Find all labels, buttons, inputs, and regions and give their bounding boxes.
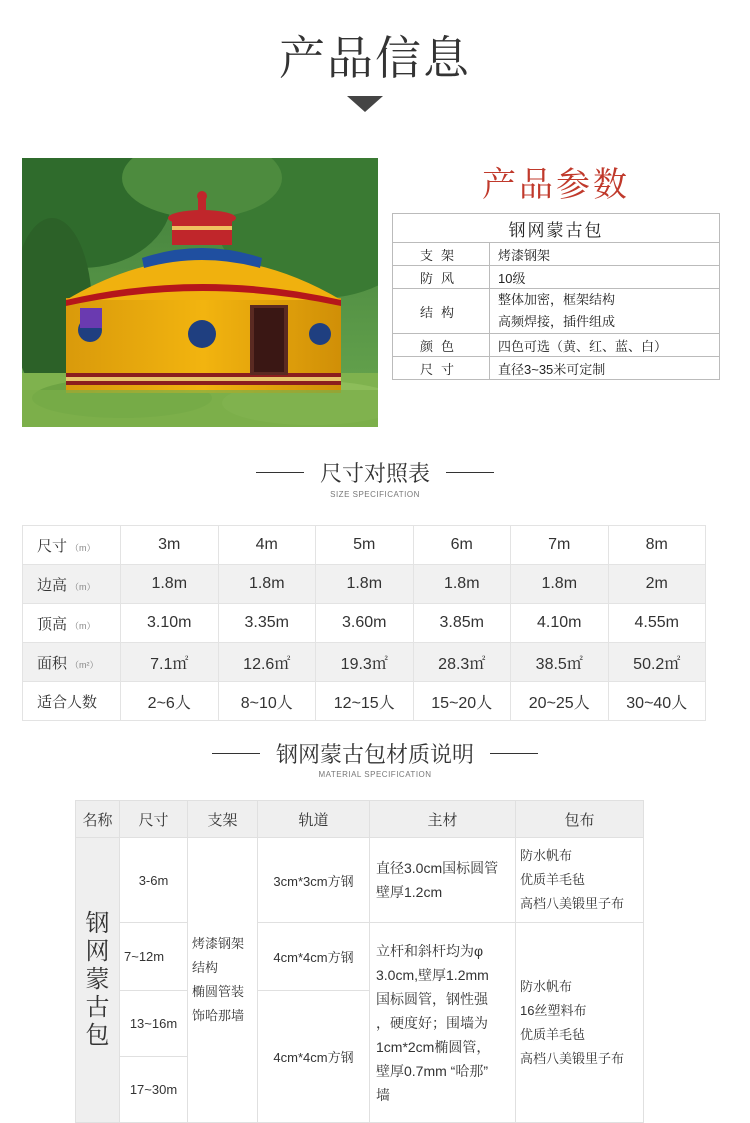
param-label-size: 尺寸	[393, 357, 490, 380]
header-cell: 包布	[516, 801, 644, 838]
size-row-label: 尺寸 （m）	[23, 526, 121, 565]
param-value-wind: 10级	[490, 266, 720, 289]
header-cell: 轨道	[258, 801, 370, 838]
param-label-structure: 结构	[393, 289, 490, 334]
divider	[490, 753, 538, 754]
table-cell: 28.3㎡	[413, 643, 511, 682]
param-value-size: 直径3~35米可定制	[490, 357, 720, 380]
track-cell: 3cm*3cm方钢	[258, 838, 370, 923]
table-cell: 3.10m	[121, 604, 219, 643]
yurt-photo	[22, 158, 378, 427]
size-row-label: 边高 （m）	[23, 565, 121, 604]
header-cell: 主材	[370, 801, 516, 838]
size-row-label: 面积 （m²）	[23, 643, 121, 682]
table-cell: 3.60m	[316, 604, 414, 643]
page-title: 产品信息	[279, 32, 471, 84]
table-cell: 30~40人	[608, 682, 706, 721]
param-label-color: 颜色	[393, 334, 490, 357]
header-cell: 支架	[188, 801, 258, 838]
table-cell: 4.10m	[511, 604, 609, 643]
table-cell: 12.6㎡	[218, 643, 316, 682]
track-cell: 4cm*4cm方钢	[258, 991, 370, 1123]
table-header-row	[76, 801, 644, 838]
param-label-wind: 防风	[393, 266, 490, 289]
size-cell: 7~12m	[120, 923, 188, 991]
size-cell: 13~16m	[120, 991, 188, 1057]
table-cell: 8~10人	[218, 682, 316, 721]
cloth-cell: 防水帆布 16丝塑料布 优质羊毛毡 高档八美锻里子布	[516, 923, 644, 1123]
table-cell: 19.3㎡	[316, 643, 414, 682]
header-cell: 名称	[76, 801, 120, 838]
table-row	[76, 838, 644, 923]
main-material-cell: 直径3.0cm国标圆管 壁厚1.2cm	[370, 838, 516, 923]
table-cell: 20~25人	[511, 682, 609, 721]
material-section-heading	[0, 738, 750, 769]
material-section-title: 钢网蒙古包材质说明	[275, 742, 474, 767]
product-name-cell: 钢 网 蒙 古 包	[76, 838, 120, 1123]
divider	[212, 753, 260, 754]
down-arrow-icon	[347, 96, 383, 112]
table-cell: 50.2㎡	[608, 643, 706, 682]
table-row	[23, 682, 706, 721]
size-section-heading	[0, 457, 750, 488]
table-cell: 3m	[121, 526, 219, 565]
header-cell: 尺寸	[120, 801, 188, 838]
size-row-label: 顶高 （m）	[23, 604, 121, 643]
table-row	[23, 565, 706, 604]
param-value-structure-line: 高频焊接，插件组成	[498, 314, 616, 329]
param-value-structure-line: 整体加密，框架结构	[498, 292, 616, 307]
table-cell: 4m	[218, 526, 316, 565]
param-value-structure	[490, 289, 720, 334]
table-cell: 4.55m	[608, 604, 706, 643]
params-title: 产品参数	[482, 166, 630, 204]
table-cell: 3.85m	[413, 604, 511, 643]
param-label-frame: 支架	[393, 243, 490, 266]
track-cell: 4cm*4cm方钢	[258, 923, 370, 991]
table-cell: 1.8m	[121, 565, 219, 604]
table-cell: 1.8m	[511, 565, 609, 604]
param-value-color: 四色可选（黄、红、蓝、白）	[490, 334, 720, 357]
size-cell: 17~30m	[120, 1057, 188, 1123]
table-cell: 1.8m	[218, 565, 316, 604]
size-section-title: 尺寸对照表	[319, 461, 430, 486]
frame-cell: 烤漆钢架 结构 椭圆管装 饰哈那墙	[188, 838, 258, 1123]
table-cell: 1.8m	[316, 565, 414, 604]
table-cell: 7m	[511, 526, 609, 565]
table-row	[23, 526, 706, 565]
params-product-name: 钢网蒙古包	[393, 214, 720, 243]
size-row-label: 适合人数	[23, 682, 121, 721]
table-row	[23, 604, 706, 643]
table-cell: 2m	[608, 565, 706, 604]
table-cell: 1.8m	[413, 565, 511, 604]
table-cell: 38.5㎡	[511, 643, 609, 682]
size-table	[22, 525, 706, 721]
size-section-subtitle: SIZE SPECIFICATION	[330, 490, 420, 499]
table-cell: 8m	[608, 526, 706, 565]
table-cell: 2~6人	[121, 682, 219, 721]
table-cell: 3.35m	[218, 604, 316, 643]
table-cell: 7.1㎡	[121, 643, 219, 682]
main-material-cell: 立杆和斜杆均为φ 3.0cm,壁厚1.2mm 国标圆管，钢性强 ，硬度好；围墙为 1cm*2cm椭圆管， 壁厚0.7mm “哈那” 墙	[370, 923, 516, 1123]
table-row	[76, 923, 644, 991]
divider	[446, 472, 494, 473]
size-cell: 3-6m	[120, 838, 188, 923]
material-section-subtitle: MATERIAL SPECIFICATION	[318, 770, 432, 779]
table-cell: 5m	[316, 526, 414, 565]
material-table	[75, 800, 644, 1123]
table-cell: 15~20人	[413, 682, 511, 721]
table-cell: 6m	[413, 526, 511, 565]
params-table	[392, 213, 720, 380]
table-row	[23, 643, 706, 682]
cloth-cell: 防水帆布 优质羊毛毡 高档八美锻里子布	[516, 838, 644, 923]
divider	[256, 472, 304, 473]
table-cell: 12~15人	[316, 682, 414, 721]
param-value-frame: 烤漆钢架	[490, 243, 720, 266]
